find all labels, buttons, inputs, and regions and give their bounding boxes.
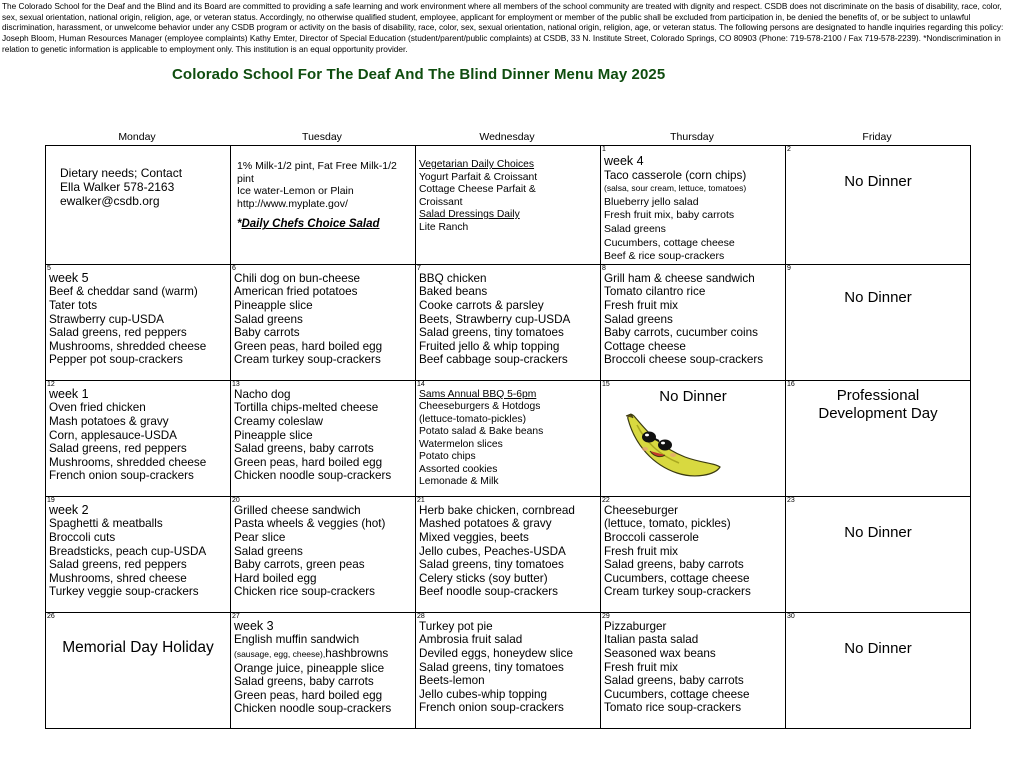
date-number: 26 — [47, 612, 55, 620]
menu-line: Assorted cookies — [419, 463, 498, 475]
menu-line: Lite Ranch — [419, 221, 469, 233]
menu-line: Yogurt Parfait & Croissant — [419, 171, 538, 183]
menu-line: Salad greens — [604, 222, 666, 235]
menu-line: Pizzaburger — [604, 619, 667, 633]
no-dinner-label: No Dinner — [844, 639, 912, 657]
menu-line: Pineapple slice — [234, 428, 313, 442]
day-cell — [601, 146, 786, 265]
holiday-label: Memorial Day Holiday — [62, 638, 214, 656]
menu-line: Fresh fruit mix, baby carrots — [604, 209, 735, 222]
menu-line: Salad greens, red peppers — [49, 442, 187, 456]
menu-list — [231, 497, 415, 599]
menu-line: Cream turkey soup-crackers — [234, 353, 381, 367]
no-dinner-label: No Dinner — [844, 288, 912, 306]
menu-line: Salad greens, tiny tomatoes — [419, 326, 564, 340]
menu-line: Blueberry jello salad — [604, 195, 699, 208]
date-number: 5 — [47, 264, 51, 272]
menu-list — [601, 265, 785, 367]
bbq-heading: Sams Annual BBQ 5-6pm — [419, 388, 537, 400]
date-number: 2 — [787, 146, 791, 153]
date-number: 8 — [602, 264, 606, 272]
menu-line: French onion soup-crackers — [49, 469, 194, 483]
menu-line: Fresh fruit mix — [604, 660, 679, 674]
menu-line: Mash potatoes & gravy — [49, 414, 169, 428]
date-number: 14 — [417, 380, 425, 388]
day-cell — [786, 380, 971, 496]
menu-line: Ambrosia fruit salad — [419, 633, 523, 647]
menu-list — [46, 381, 230, 483]
week-row — [46, 496, 971, 612]
menu-line: Beef cabbage soup-crackers — [419, 353, 568, 367]
menu-line: Salad greens, tiny tomatoes — [419, 660, 564, 674]
week-row — [46, 612, 971, 728]
day-cell — [231, 380, 416, 496]
day-cell — [786, 264, 971, 380]
menu-line: Baked beans — [419, 285, 488, 299]
day-cell — [46, 612, 231, 728]
menu-line: Jello cubes, Peaches-USDA — [419, 544, 566, 558]
menu-line: Baby carrots, cucumber coins — [604, 326, 758, 340]
day-cell — [231, 146, 416, 265]
menu-line: Broccoli cheese soup-crackers — [604, 353, 764, 367]
menu-line: Cucumbers, cottage cheese — [604, 236, 735, 249]
menu-line: Mushrooms, shredded cheese — [49, 455, 207, 469]
menu-line: Croissant — [419, 196, 463, 208]
professional-development-label — [786, 381, 970, 423]
day-header-tuesday: Tuesday — [302, 131, 342, 143]
menu-line: Grilled cheese sandwich — [234, 503, 361, 517]
date-number: 16 — [787, 380, 795, 388]
date-number: 20 — [232, 496, 240, 504]
menu-line: Broccoli cuts — [49, 530, 116, 544]
date-number: 29 — [602, 612, 610, 620]
day-cell — [231, 612, 416, 728]
menu-line: English muffin sandwich — [234, 633, 360, 647]
menu-line: Salad greens, baby carrots — [604, 674, 744, 688]
menu-line: Salad greens — [234, 544, 303, 558]
week-row — [46, 380, 971, 496]
no-dinner-label: No Dinner — [844, 173, 912, 190]
day-header-thursday: Thursday — [670, 131, 714, 143]
menu-line: Pasta wheels & veggies (hot) — [234, 517, 386, 531]
menu-note: (sausage, egg, cheese), — [234, 648, 326, 659]
day-cell — [416, 612, 601, 728]
menu-line: (lettuce, tomato, pickles) — [604, 517, 731, 531]
menu-line: Baby carrots — [234, 326, 300, 340]
menu-line: Taco casserole (corn chips) — [604, 168, 747, 182]
menu-line: Chili dog on bun-cheese — [234, 271, 361, 285]
menu-line-tail: hashbrowns — [325, 646, 389, 660]
chefs-choice-label: Daily Chefs Choice Salad — [241, 218, 380, 231]
day-cell — [786, 612, 971, 728]
week-label: week 5 — [49, 270, 89, 285]
menu-line: Baby carrots, green peas — [234, 558, 365, 572]
menu-line: Cream turkey soup-crackers — [604, 585, 751, 599]
date-number: 13 — [232, 380, 240, 388]
menu-line: Lemonade & Milk — [419, 476, 499, 488]
menu-list — [46, 497, 230, 599]
menu-line: Fresh fruit mix — [604, 298, 679, 312]
menu-line: 1% Milk-1/2 pint, Fat Free Milk-1/2 pint — [237, 160, 397, 185]
date-number: 22 — [602, 496, 610, 504]
menu-line: Salad greens — [234, 312, 303, 326]
week-label: week 3 — [234, 618, 274, 633]
daily-beverages — [231, 146, 409, 231]
menu-line: Herb bake chicken, cornbread — [419, 503, 575, 517]
day-header-friday: Friday — [862, 131, 892, 143]
menu-line: Mushrooms, shred cheese — [49, 571, 187, 585]
menu-line: Broccoli casserole — [604, 530, 699, 544]
day-header-wednesday: Wednesday — [479, 131, 535, 143]
week-row — [46, 146, 971, 265]
menu-line: Nacho dog — [234, 387, 291, 401]
menu-line: Hard boiled egg — [234, 571, 317, 585]
menu-line: Tortilla chips-melted cheese — [234, 401, 379, 415]
menu-line: Cheeseburgers & Hotdogs — [419, 401, 541, 413]
date-number: 28 — [417, 612, 425, 620]
day-cell — [46, 146, 231, 265]
day-cell — [46, 264, 231, 380]
menu-line: Mushrooms, shredded cheese — [49, 339, 207, 353]
menu-line: Pepper pot soup-crackers — [49, 353, 183, 367]
menu-list — [416, 265, 600, 367]
menu-line: Jello cubes-whip topping — [419, 687, 547, 701]
menu-line: Italian pasta salad — [604, 633, 699, 647]
menu-line: Salad greens, baby carrots — [234, 442, 374, 456]
date-number: 6 — [232, 264, 236, 272]
menu-line: Beef & rice soup-crackers — [604, 250, 725, 263]
menu-list — [231, 265, 415, 367]
day-cell — [416, 380, 601, 496]
day-cell — [416, 264, 601, 380]
menu-line: Green peas, hard boiled egg — [234, 339, 383, 353]
vegetarian-choices — [416, 146, 600, 234]
dietary-contact — [46, 146, 230, 208]
menu-line: Mixed veggies, beets — [419, 530, 529, 544]
menu-line: Ella Walker 578-2163 — [60, 180, 175, 194]
menu-line: Deviled eggs, honeydew slice — [419, 646, 573, 660]
menu-line: Spaghetti & meatballs — [49, 517, 163, 531]
myplate-link[interactable]: http://www.myplate.gov/ — [237, 197, 348, 210]
menu-line: Salad greens, tiny tomatoes — [419, 558, 564, 572]
menu-line: Potato chips — [419, 451, 476, 463]
date-number: 30 — [787, 612, 795, 620]
week-label: week 2 — [49, 502, 89, 517]
menu-line: Fresh fruit mix — [604, 544, 679, 558]
menu-list — [231, 381, 415, 483]
nondiscrimination-notice: The Colorado School for the Deaf and the Blind and its Board are committed to providing a safe learning and work environment where all members of the school community are treated with dignity and respect. CSDB does not discriminate on the basis of disability, race, color, sex, sexual orientation, national origin, religion, age, or veteran status. Accordingly, no otherwise qualified student, employee, applicant for employment or member of the public shall be excluded from participation in, be denied the benefits of, or be subject to unlawful discrimination, harassment, or unwelcome behavior under any CSDB program or activity on the basis of disability, race, color, sex, sexual orientation, national origin, religion, age, or veteran status. The following persons are designated to handle inquiries regarding this policy: Joseph Bloom, Human Resources Manager (employee complaints) Kathy Emter, Director of Special Education (student/parent/public complaints) at CSDB, 33 N. Institute Street, Colorado Springs, CO 80903 (Phone: 719-578-2100 / Fax 719-578-2239). *Nondiscrimination in relation to genetic information is applicable to employment only. This institution is an equal opportunity provider. — [2, 1, 1004, 54]
date-number: 21 — [417, 496, 425, 504]
menu-line: Beef noodle soup-crackers — [419, 585, 559, 599]
menu-line: Chicken rice soup-crackers — [234, 585, 375, 599]
label-line: Development Day — [818, 404, 938, 422]
menu-calendar — [45, 145, 971, 729]
day-cell — [601, 380, 786, 496]
menu-list — [416, 381, 600, 489]
menu-line: Turkey veggie soup-crackers — [49, 585, 199, 599]
day-cell — [786, 496, 971, 612]
day-header-monday: Monday — [118, 131, 156, 143]
menu-line: Watermelon slices — [419, 438, 503, 450]
menu-line: Salad greens, red peppers — [49, 326, 187, 340]
menu-line: Beets-lemon — [419, 674, 485, 688]
date-number: 15 — [602, 380, 610, 388]
menu-list — [601, 146, 785, 264]
day-cell — [786, 146, 971, 265]
day-cell — [46, 380, 231, 496]
menu-line: Orange juice, pineapple slice — [234, 661, 385, 675]
menu-line: Grill ham & cheese sandwich — [604, 271, 755, 285]
menu-line: Breadsticks, peach cup-USDA — [49, 544, 207, 558]
contact-email: ewalker@csdb.org — [60, 194, 160, 208]
menu-list — [416, 497, 600, 599]
label-line: Professional — [836, 386, 920, 404]
menu-line: Tater tots — [49, 298, 98, 312]
menu-line: American fried potatoes — [234, 285, 358, 299]
menu-list — [416, 613, 600, 715]
day-cell — [231, 496, 416, 612]
asterisk: * — [237, 218, 242, 231]
menu-line: Ice water-Lemon or Plain — [237, 185, 354, 198]
menu-list — [46, 265, 230, 367]
menu-line: Chicken noodle soup-crackers — [234, 702, 392, 716]
date-number: 7 — [417, 264, 421, 272]
date-number: 12 — [47, 380, 55, 388]
day-cell — [416, 496, 601, 612]
no-dinner-label: No Dinner — [659, 387, 727, 405]
dressings-heading: Salad Dressings Daily — [419, 209, 520, 220]
menu-line: BBQ chicken — [419, 271, 487, 285]
menu-line: Green peas, hard boiled egg — [234, 455, 383, 469]
vegetarian-heading: Vegetarian Daily Choices — [419, 159, 535, 170]
date-number: 23 — [787, 496, 795, 504]
day-cell — [601, 264, 786, 380]
menu-line: French onion soup-crackers — [419, 701, 564, 715]
menu-line: Beef & cheddar sand (warm) — [49, 285, 198, 299]
day-cell — [46, 496, 231, 612]
menu-line: Pineapple slice — [234, 298, 313, 312]
menu-line: Fruited jello & whip topping — [419, 339, 560, 353]
menu-line: Chicken noodle soup-crackers — [234, 469, 392, 483]
menu-line: Creamy coleslaw — [234, 414, 323, 428]
menu-list — [601, 613, 785, 715]
date-number: 9 — [787, 264, 791, 272]
menu-list — [231, 613, 415, 716]
menu-line: Cooke carrots & parsley — [419, 298, 544, 312]
menu-line: Salad greens, baby carrots — [234, 675, 374, 689]
no-dinner-label: No Dinner — [844, 523, 912, 541]
menu-line: Oven fried chicken — [49, 401, 146, 415]
menu-list — [601, 497, 785, 599]
day-cell — [416, 146, 601, 265]
menu-line: Cucumbers, cottage cheese — [604, 571, 750, 585]
menu-line: Salad greens, red peppers — [49, 558, 187, 572]
menu-line — [234, 647, 415, 662]
menu-line: Cucumbers, cottage cheese — [604, 687, 750, 701]
date-number: 19 — [47, 496, 55, 504]
menu-note: (salsa, sour cream, lettuce, tomatoes) — [604, 183, 747, 194]
menu-line: Salad greens, baby carrots — [604, 558, 744, 572]
week-label: week 1 — [49, 386, 89, 401]
menu-line: Tomato cilantro rice — [604, 285, 706, 299]
menu-line: Beets, Strawberry cup-USDA — [419, 312, 571, 326]
menu-line: Seasoned wax beans — [604, 646, 716, 660]
menu-line: Salad greens — [604, 312, 673, 326]
day-cell — [601, 496, 786, 612]
week-row — [46, 264, 971, 380]
day-cell — [231, 264, 416, 380]
menu-line: Cottage cheese — [604, 339, 686, 353]
menu-line: Mashed potatoes & gravy — [419, 517, 552, 531]
menu-line: Cottage Cheese Parfait & — [419, 184, 536, 195]
menu-line: Pear slice — [234, 530, 286, 544]
menu-line: Celery sticks (soy butter) — [419, 571, 548, 585]
menu-line: Cheeseburger — [604, 503, 679, 517]
menu-line: Turkey pot pie — [419, 619, 493, 633]
day-cell — [601, 612, 786, 728]
chefs-choice-salad — [237, 218, 409, 231]
date-number: 1 — [602, 146, 606, 153]
banana-icon — [623, 411, 723, 481]
page-title: Colorado School For The Deaf And The Blind Dinner Menu May 2025 — [172, 66, 666, 83]
week-label: week 4 — [604, 154, 644, 168]
menu-line: Corn, applesauce-USDA — [49, 428, 177, 442]
menu-line: Tomato rice soup-crackers — [604, 701, 742, 715]
date-number: 27 — [232, 612, 240, 620]
menu-line: Strawberry cup-USDA — [49, 312, 164, 326]
menu-line: Dietary needs; Contact — [60, 166, 183, 180]
menu-line: Potato salad & Bake beans — [419, 426, 544, 438]
menu-line: (lettuce-tomato-pickles) — [419, 413, 527, 425]
menu-line: Green peas, hard boiled egg — [234, 688, 383, 702]
